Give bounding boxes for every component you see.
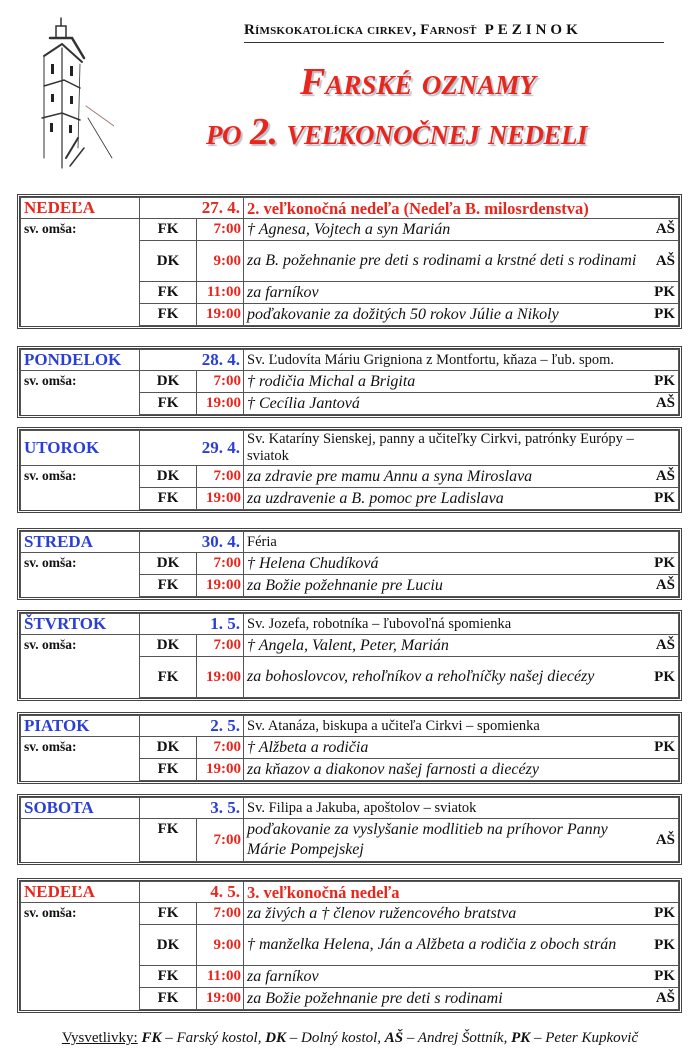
mass-intention: † Cecília Jantová: [244, 393, 647, 415]
mass-priest: AŠ: [647, 819, 679, 862]
mass-time: 7:00: [197, 371, 244, 393]
mass-intention: poďakovanie za dožitých 50 rokov Júlie a Nikoly: [244, 304, 647, 326]
day-header-row: [21, 350, 679, 371]
mass-intention: † rodičia Michal a Brigita: [244, 371, 647, 393]
day-name: UTOROK: [21, 431, 140, 466]
mass-label: sv. omša:: [21, 903, 140, 1010]
mass-time: 19:00: [197, 657, 244, 698]
day-date: 28. 4.: [140, 350, 244, 371]
day-feast: Sv. Filipa a Jakuba, apoštolov – sviatok: [244, 798, 679, 819]
day-header-row: [21, 614, 679, 635]
mass-location: FK: [140, 219, 197, 241]
mass-intention: † Alžbeta a rodičia: [244, 737, 647, 759]
legend-abbr: PK: [511, 1030, 531, 1046]
mass-time: 7:00: [197, 219, 244, 241]
mass-location: DK: [140, 925, 197, 966]
day-feast: 3. veľkonočná nedeľa: [244, 882, 679, 903]
mass-time: 7:00: [197, 635, 244, 657]
mass-location: FK: [140, 966, 197, 988]
org-church: Rímskokatolícka cirkev,: [244, 22, 417, 38]
mass-time: 7:00: [197, 819, 244, 862]
mass-time: 19:00: [197, 393, 244, 415]
legend-text: – Dolný kostol,: [286, 1030, 385, 1046]
mass-location: DK: [140, 241, 197, 282]
mass-intention: † Agnesa, Vojtech a syn Marián: [244, 219, 647, 241]
mass-location: FK: [140, 819, 197, 862]
mass-priest: [647, 759, 679, 781]
day-date: 1. 5.: [140, 614, 244, 635]
day-block: [17, 878, 682, 1013]
mass-location: FK: [140, 575, 197, 597]
day-feast: Sv. Ľudovíta Máriu Grigniona z Montfortu, kňaza – ľub. spom.: [244, 350, 679, 371]
mass-label: sv. omša:: [21, 219, 140, 326]
legend-abbr: FK: [141, 1030, 162, 1046]
day-name: PIATOK: [21, 716, 140, 737]
mass-location: FK: [140, 988, 197, 1010]
day-header-row: [21, 798, 679, 819]
mass-priest: PK: [647, 371, 679, 393]
mass-time: 7:00: [197, 737, 244, 759]
legend-text: – Farský kostol,: [161, 1030, 266, 1046]
mass-priest: AŠ: [647, 988, 679, 1010]
mass-row: [21, 635, 679, 657]
mass-row: [21, 219, 679, 241]
mass-intention: za kňazov a diakonov našej farnosti a diecézy: [244, 759, 647, 781]
mass-location: FK: [140, 759, 197, 781]
organization-header: [244, 22, 664, 43]
page-subtitle: po 2. veľkonočnej nedeli: [206, 111, 588, 153]
mass-location: FK: [140, 304, 197, 326]
mass-intention: † Angela, Valent, Peter, Marián: [244, 635, 647, 657]
mass-priest: AŠ: [646, 575, 678, 597]
day-feast: Sv. Jozefa, robotníka – ľubovoľná spomienka: [244, 614, 679, 635]
mass-priest: PK: [647, 903, 679, 925]
mass-time: 7:00: [197, 553, 244, 575]
mass-intention: za B. požehnanie pre deti s rodinami a krstné deti s rodinami: [244, 241, 647, 282]
mass-intention: za farníkov: [244, 282, 647, 304]
mass-intention: poďakovanie za vyslyšanie modlitieb na príhovor Panny Márie Pompejskej: [244, 819, 647, 862]
mass-label: sv. omša:: [21, 553, 140, 597]
day-name: SOBOTA: [21, 798, 140, 819]
mass-location: DK: [140, 635, 197, 657]
mass-time: 19:00: [197, 759, 244, 781]
day-header-row: [21, 198, 679, 219]
mass-priest: PK: [646, 553, 678, 575]
mass-location: DK: [140, 371, 197, 393]
day-name: ŠTVRTOK: [21, 614, 140, 635]
page-title: Farské oznamy: [300, 61, 536, 103]
mass-row: [21, 553, 679, 575]
day-feast: 2. veľkonočná nedeľa (Nedeľa B. milosrdenstva): [244, 198, 679, 219]
mass-label: sv. omša:: [21, 371, 140, 415]
mass-label: [21, 819, 140, 862]
day-name: PONDELOK: [21, 350, 140, 371]
day-date: 4. 5.: [140, 882, 244, 903]
mass-time: 11:00: [197, 966, 244, 988]
day-feast: Féria: [244, 532, 679, 553]
day-name: NEDEĽA: [21, 882, 140, 903]
mass-priest: PK: [647, 304, 679, 326]
legend: [0, 1030, 700, 1047]
mass-priest: PK: [647, 737, 679, 759]
mass-location: DK: [140, 466, 197, 488]
mass-time: 11:00: [197, 282, 244, 304]
church-tower-icon: [14, 8, 114, 178]
day-block: [17, 712, 682, 784]
day-block: [17, 194, 682, 329]
mass-time: 7:00: [197, 466, 244, 488]
day-block: [17, 610, 682, 701]
mass-priest: PK: [647, 282, 679, 304]
legend-label: Vysvetlivky:: [61, 1030, 138, 1046]
day-feast: Sv. Atanáza, biskupa a učiteľa Cirkvi – spomienka: [244, 716, 679, 737]
mass-location: FK: [140, 488, 197, 510]
mass-location: FK: [140, 282, 197, 304]
mass-intention: za živých a † členov ružencového bratstva: [244, 903, 647, 925]
day-date: 27. 4.: [140, 198, 244, 219]
mass-label: sv. omša:: [21, 635, 140, 698]
day-block: [17, 794, 682, 865]
mass-priest: AŠ: [646, 635, 678, 657]
mass-priest: AŠ: [647, 241, 679, 282]
mass-intention: za farníkov: [244, 966, 647, 988]
mass-time: 9:00: [197, 925, 244, 966]
mass-priest: PK: [646, 657, 678, 698]
mass-time: 19:00: [197, 575, 244, 597]
day-header-row: [21, 882, 679, 903]
mass-location: DK: [140, 553, 197, 575]
mass-intention: za zdravie pre mamu Annu a syna Miroslava: [244, 466, 647, 488]
mass-row: [21, 371, 679, 393]
mass-label: sv. omša:: [21, 737, 140, 781]
mass-intention: za Božie požehnanie pre Luciu: [244, 575, 647, 597]
mass-row: [21, 819, 679, 862]
mass-time: 9:00: [197, 241, 244, 282]
mass-intention: za Božie požehnanie pre deti s rodinami: [244, 988, 647, 1010]
day-header-row: [21, 532, 679, 553]
day-block: [17, 528, 682, 600]
day-header-row: [21, 431, 679, 466]
mass-intention: za bohoslovcov, rehoľníkov a rehoľníčky našej diecézy: [244, 657, 647, 698]
mass-row: [21, 737, 679, 759]
mass-priest: PK: [646, 488, 678, 510]
day-feast: Sv. Kataríny Sienskej, panny a učiteľky Cirkvi, patrónky Európy – sviatok: [244, 431, 679, 466]
org-parish: Farnosť: [420, 22, 477, 38]
legend-abbr: AŠ: [384, 1030, 404, 1046]
mass-time: 7:00: [197, 903, 244, 925]
mass-intention: za uzdravenie a B. pomoc pre Ladislava: [244, 488, 647, 510]
day-date: 30. 4.: [140, 532, 244, 553]
day-date: 29. 4.: [140, 431, 244, 466]
day-date: 3. 5.: [140, 798, 244, 819]
day-block: [17, 346, 682, 418]
mass-priest: PK: [647, 966, 679, 988]
day-date: 2. 5.: [140, 716, 244, 737]
mass-priest: PK: [647, 925, 679, 966]
mass-row: [21, 466, 679, 488]
mass-intention: † manželka Helena, Ján a Alžbeta a rodičia z oboch strán: [244, 925, 647, 966]
mass-label: sv. omša:: [21, 466, 140, 510]
day-block: [17, 427, 682, 513]
mass-location: DK: [140, 737, 197, 759]
mass-row: [21, 903, 679, 925]
mass-location: FK: [140, 903, 197, 925]
org-town: PEZINOK: [484, 22, 582, 38]
mass-priest: AŠ: [647, 393, 679, 415]
day-header-row: [21, 716, 679, 737]
day-name: STREDA: [21, 532, 140, 553]
day-name: NEDEĽA: [21, 198, 140, 219]
mass-location: FK: [140, 393, 197, 415]
mass-time: 19:00: [197, 304, 244, 326]
mass-priest: AŠ: [646, 466, 678, 488]
mass-time: 19:00: [197, 988, 244, 1010]
legend-abbr: DK: [265, 1030, 287, 1046]
legend-text: – Andrej Šottník,: [403, 1030, 512, 1046]
mass-time: 19:00: [197, 488, 244, 510]
mass-location: FK: [140, 657, 197, 698]
legend-text: – Peter Kupkovič: [530, 1030, 639, 1046]
mass-priest: AŠ: [647, 219, 679, 241]
mass-intention: † Helena Chudíková: [244, 553, 647, 575]
